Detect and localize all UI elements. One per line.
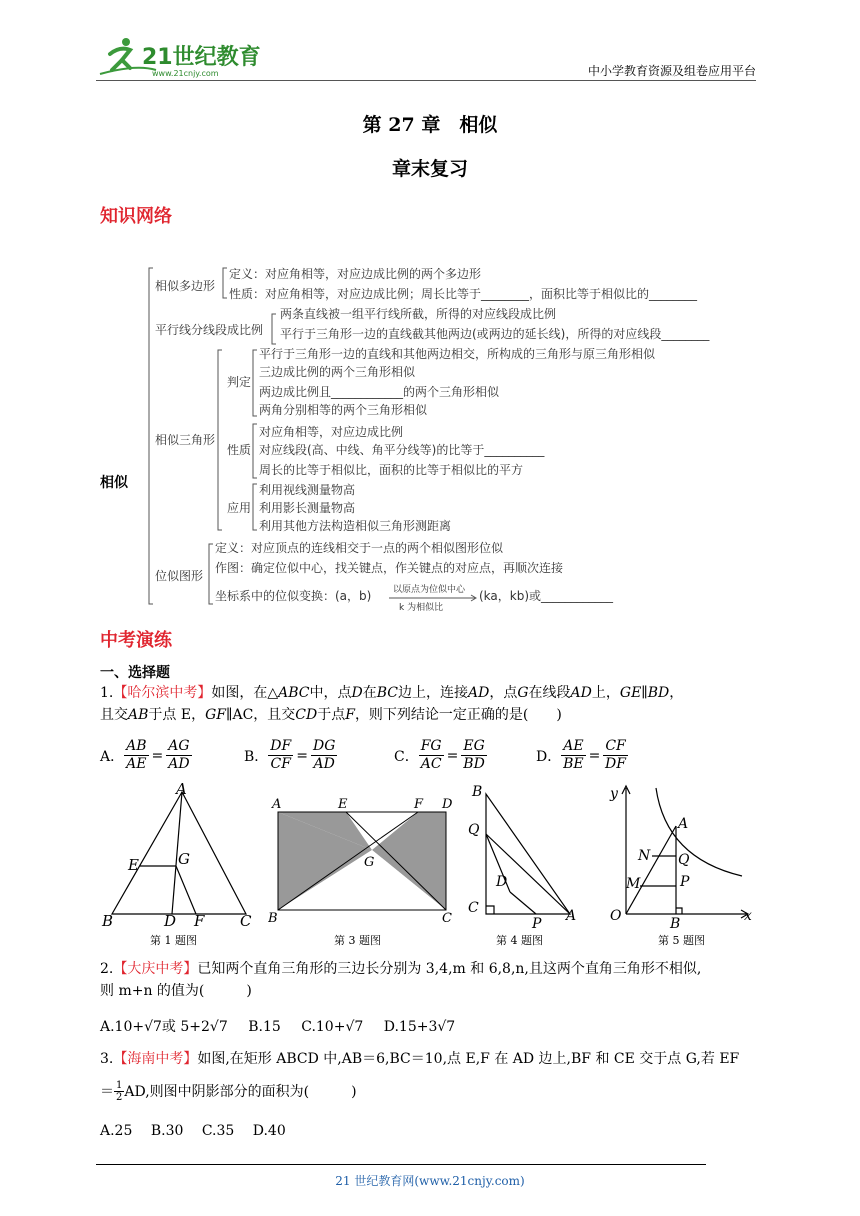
svg-text:Q: Q	[468, 822, 480, 838]
svg-text:定义：对应角相等，对应边成比例的两个多边形: 定义：对应角相等，对应边成比例的两个多边形	[229, 267, 482, 281]
figure-5	[596, 782, 756, 930]
question-3: 3.【海南中考】如图,在矩形 ABCD 中,AB＝6,BC＝10,点 E,F 在 AD 边上,BF 和 CE 交于点 G,若 EF	[100, 1051, 740, 1067]
svg-text:两角分别相等的两个三角形相似: 两角分别相等的两个三角形相似	[259, 403, 428, 417]
q2-option-d[interactable]: D.15+3√7	[383, 1019, 456, 1035]
svg-text:相似多边形: 相似多边形	[155, 279, 216, 293]
svg-text:D: D	[164, 912, 177, 930]
svg-text:平行线分线段成比例: 平行线分线段成比例	[155, 323, 264, 337]
figure-5-caption: 第 5 题图	[658, 934, 705, 947]
svg-text:(ka，kb)或____________: (ka，kb)或____________	[479, 589, 614, 603]
svg-text:相似三角形: 相似三角形	[155, 433, 216, 447]
svg-text:21世纪教育: 21世纪教育	[142, 45, 261, 70]
svg-text:B: B	[670, 916, 681, 930]
q1-option-d[interactable]: D． $\frac{AE}{BE}$ = $\frac{CF}{DF}$	[536, 738, 626, 772]
svg-text:P: P	[532, 916, 542, 930]
svg-text:B: B	[102, 912, 114, 930]
section-subtitle: 章末复习	[391, 158, 468, 180]
figure-4	[464, 782, 584, 930]
figure-1	[100, 782, 260, 930]
svg-text:周长的比等于相似比，面积的比等于相似比的平方: 周长的比等于相似比，面积的比等于相似比的平方	[259, 463, 524, 477]
svg-text:C: C	[442, 911, 452, 926]
question-source: 【哈尔滨中考】	[113, 685, 212, 701]
footer-divider	[96, 1164, 706, 1165]
figure-3-caption: 第 3 题图	[334, 934, 381, 947]
q2-option-a[interactable]: A.10+√7或 5+2√7	[100, 1019, 228, 1035]
q3-options[interactable]: A.25 B.30 C.35 D.40	[100, 1123, 286, 1139]
svg-text:三边成比例的两个三角形相似: 三边成比例的两个三角形相似	[259, 365, 416, 379]
figure-3	[268, 794, 458, 928]
header-divider	[96, 80, 756, 81]
svg-text:E: E	[338, 797, 348, 812]
q2-option-b[interactable]: B.15	[248, 1019, 281, 1035]
svg-text:两条直线被一组平行线所截，所得的对应线段成比例: 两条直线被一组平行线所截，所得的对应线段成比例	[280, 307, 557, 321]
svg-text:利用视线测量物高: 利用视线测量物高	[259, 483, 356, 497]
question-1: 1.【哈尔滨中考】如图，在△ABC中，点D在BC边上，连接AD，点G在线段AD上，GE∥BD， 且交AB于点 E，GF∥AC，且交CD于点F，则下列结论一定正确的是( )	[100, 685, 684, 723]
q2-option-c[interactable]: C.10+√7	[301, 1019, 364, 1035]
svg-text:坐标系中的位似变换：(a，b): 坐标系中的位似变换：(a，b)	[215, 589, 372, 603]
question-source: 【大庆中考】	[113, 961, 198, 977]
svg-text:平行于三角形一边的直线截其他两边(或两边的延长线)，所得的对: 平行于三角形一边的直线截其他两边(或两边的延长线)，所得的对应线段________	[280, 327, 710, 341]
svg-text:D: D	[442, 797, 453, 812]
svg-text:性质: 性质	[227, 443, 252, 457]
svg-text:利用其他方法构造相似三角形测距离: 利用其他方法构造相似三角形测距离	[259, 519, 452, 533]
svg-text:x: x	[744, 908, 752, 924]
svg-text:利用影长测量物高: 利用影长测量物高	[259, 501, 356, 515]
q1-option-a[interactable]: A． $\frac{AB}{AE}$ = $\frac{AG}{AD}$	[100, 738, 190, 772]
svg-text:O: O	[610, 908, 622, 924]
svg-text:G: G	[364, 855, 375, 870]
svg-text:作图：确定位似中心，找关键点，作关键点的对应点，再顺次连接: 作图：确定位似中心，找关键点，作关键点的对应点，再顺次连接	[215, 561, 564, 575]
knowledge-diagram	[95, 256, 755, 612]
svg-text:B: B	[472, 784, 483, 800]
q1-option-b[interactable]: B． $\frac{DF}{CF}$ = $\frac{DG}{AD}$	[244, 738, 336, 772]
footer-link[interactable]: 21 世纪教育网(www.21cnjy.com)	[335, 1174, 525, 1188]
svg-text:以原点为位似中心: 以原点为位似中心	[393, 585, 466, 595]
svg-text:A: A	[678, 816, 689, 832]
q1-option-c[interactable]: C． $\frac{FG}{AC}$ = $\frac{EG}{BD}$	[394, 738, 485, 772]
svg-text:C: C	[240, 912, 252, 930]
svg-text:A: A	[176, 782, 187, 798]
svg-text:k 为相似比: k 为相似比	[399, 603, 444, 612]
svg-text:两边成比例且____________的两个三角形相似: 两边成比例且____________的两个三角形相似	[259, 385, 500, 399]
svg-text:F: F	[414, 797, 424, 812]
svg-text:位似图形: 位似图形	[155, 569, 204, 583]
svg-text:G: G	[178, 850, 190, 868]
svg-text:定义：对应顶点的连线相交于一点的两个相似图形位似: 定义：对应顶点的连线相交于一点的两个相似图形位似	[215, 541, 504, 555]
question-3-line2: ＝ $\frac{1}{2}$ AD,则图中阴影部分的面积为( )	[100, 1080, 357, 1103]
exam-practice-heading: 中考演练	[100, 630, 172, 651]
site-logo	[96, 34, 266, 80]
knowledge-network-heading: 知识网络	[100, 206, 172, 227]
svg-text:P: P	[680, 874, 690, 890]
figure-1-caption: 第 1 题图	[150, 934, 197, 947]
question-2: 2.【大庆中考】已知两个直角三角形的三边长分别为 3,4,m 和 6,8,n,且这两个直角三角形不相似, 则 m+n 的值为( )	[100, 961, 702, 999]
svg-text:D: D	[496, 874, 508, 890]
svg-text:A: A	[566, 908, 577, 924]
svg-text:判定: 判定	[227, 375, 252, 389]
svg-text:应用: 应用	[227, 501, 252, 515]
chapter-title: 第 27 章 相似	[362, 114, 498, 136]
svg-text:A: A	[272, 797, 282, 812]
svg-text:N: N	[638, 848, 651, 864]
choice-heading: 一、选择题	[100, 665, 170, 681]
platform-name: 中小学教育资源及组卷应用平台	[587, 64, 756, 78]
svg-text:平行于三角形一边的直线和其他两边相交，所构成的三角形与原三角: 平行于三角形一边的直线和其他两边相交，所构成的三角形与原三角形相似	[259, 347, 656, 361]
svg-text:对应角相等，对应边成比例: 对应角相等，对应边成比例	[259, 425, 404, 439]
svg-text:Q: Q	[678, 852, 690, 868]
svg-text:对应线段(高、中线、角平分线等)的比等于__________: 对应线段(高、中线、角平分线等)的比等于__________	[259, 443, 545, 457]
question-source: 【海南中考】	[113, 1051, 198, 1067]
diagram-root-label: 相似	[100, 475, 128, 491]
svg-text:B: B	[268, 911, 278, 926]
figure-4-caption: 第 4 题图	[496, 934, 543, 947]
svg-text:C: C	[468, 900, 479, 916]
svg-text:M: M	[626, 876, 641, 892]
svg-text:E: E	[128, 856, 139, 874]
svg-text:www.21cnjy.com: www.21cnjy.com	[152, 69, 219, 78]
svg-text:y: y	[610, 786, 618, 802]
svg-text:性质：对应角相等，对应边成比例；周长比等于________，: 性质：对应角相等，对应边成比例；周长比等于________，面积比等于相似比的________	[229, 287, 698, 301]
svg-text:F: F	[194, 912, 205, 930]
q2-options	[100, 1016, 455, 1038]
